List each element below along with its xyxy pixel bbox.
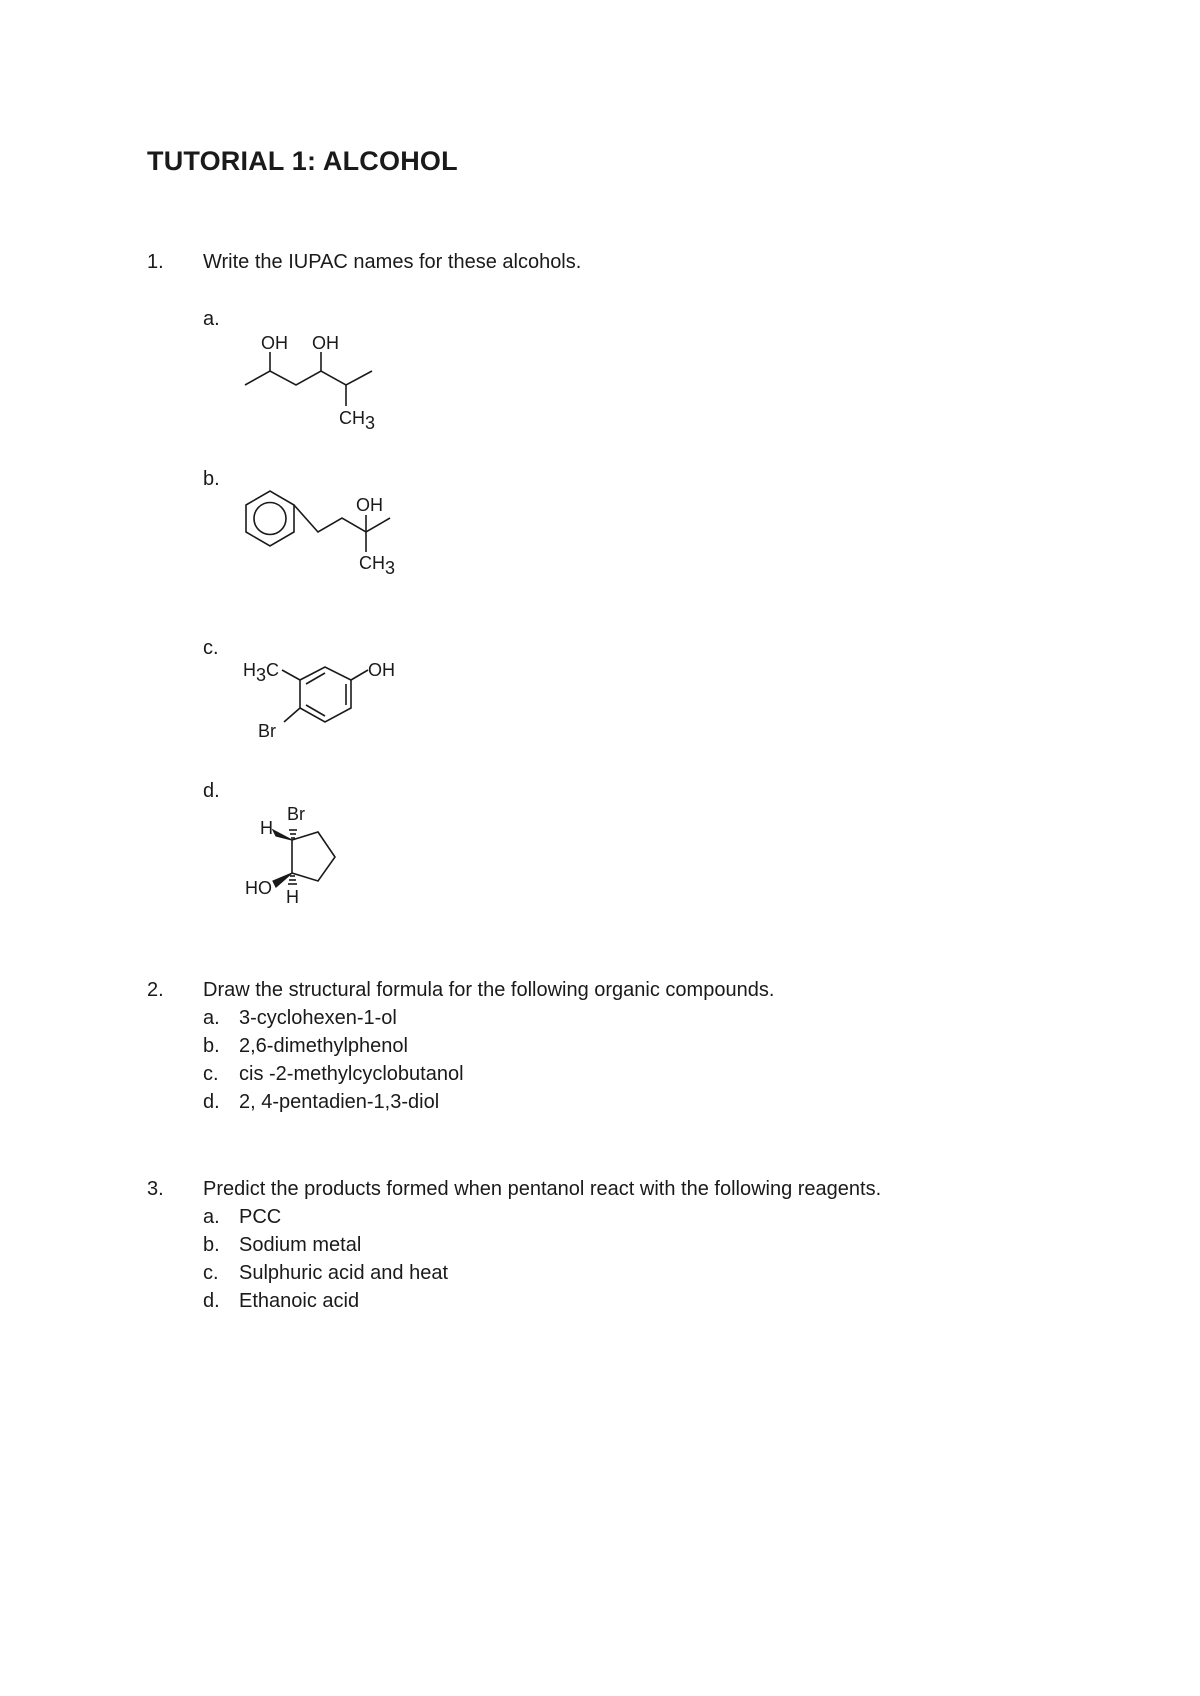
oh-label-1: OH <box>261 333 288 353</box>
br-label: Br <box>258 721 276 741</box>
structure-1c <box>240 660 410 760</box>
question-1-text: Write the IUPAC names for these alcohols. <box>203 251 582 273</box>
question-3-text: Predict the products formed when pentanol react with the following reagents. <box>203 1178 882 1200</box>
list-item: d. Ethanoic acid <box>203 1290 360 1312</box>
ch3-label: CH3 <box>359 553 396 578</box>
list-item: b. Sodium metal <box>203 1234 362 1256</box>
list-item: c. Sulphuric acid and heat <box>203 1262 449 1284</box>
part-1d-label: d. <box>203 780 220 802</box>
br-label: Br <box>287 804 305 824</box>
page-title: TUTORIAL 1: ALCOHOL <box>147 146 458 176</box>
part-1a-label: a. <box>203 308 220 330</box>
oh-label: OH <box>356 495 383 515</box>
oh-label-2: OH <box>312 333 339 353</box>
structure-1b <box>240 490 420 600</box>
question-2-number: 2. <box>147 979 164 1001</box>
list-item: a. 3-cyclohexen-1-ol <box>203 1007 397 1029</box>
ho-label: HO <box>245 878 272 898</box>
h3c-label: H3C <box>243 660 280 685</box>
structure-1a <box>240 330 400 433</box>
h-label-top: H <box>260 818 273 838</box>
part-1c-label: c. <box>203 637 219 659</box>
h-label-bottom: H <box>286 887 299 907</box>
question-3-number: 3. <box>147 1178 164 1200</box>
question-3-list <box>203 1206 448 1318</box>
list-item: a. PCC <box>203 1206 282 1228</box>
ch3-label: CH3 <box>339 408 376 433</box>
question-2-text: Draw the structural formula for the following organic compounds. <box>203 979 775 1001</box>
list-item: c. cis -2-methylcyclobutanol <box>203 1063 464 1085</box>
list-item: b. 2,6-dimethylphenol <box>203 1035 408 1057</box>
list-item: d. 2, 4-pentadien-1,3-diol <box>203 1091 440 1113</box>
oh-label: OH <box>368 660 395 680</box>
question-2-list <box>203 1007 464 1119</box>
part-1b-label: b. <box>203 468 220 490</box>
question-1-number: 1. <box>147 251 164 273</box>
structure-1d <box>240 800 390 920</box>
